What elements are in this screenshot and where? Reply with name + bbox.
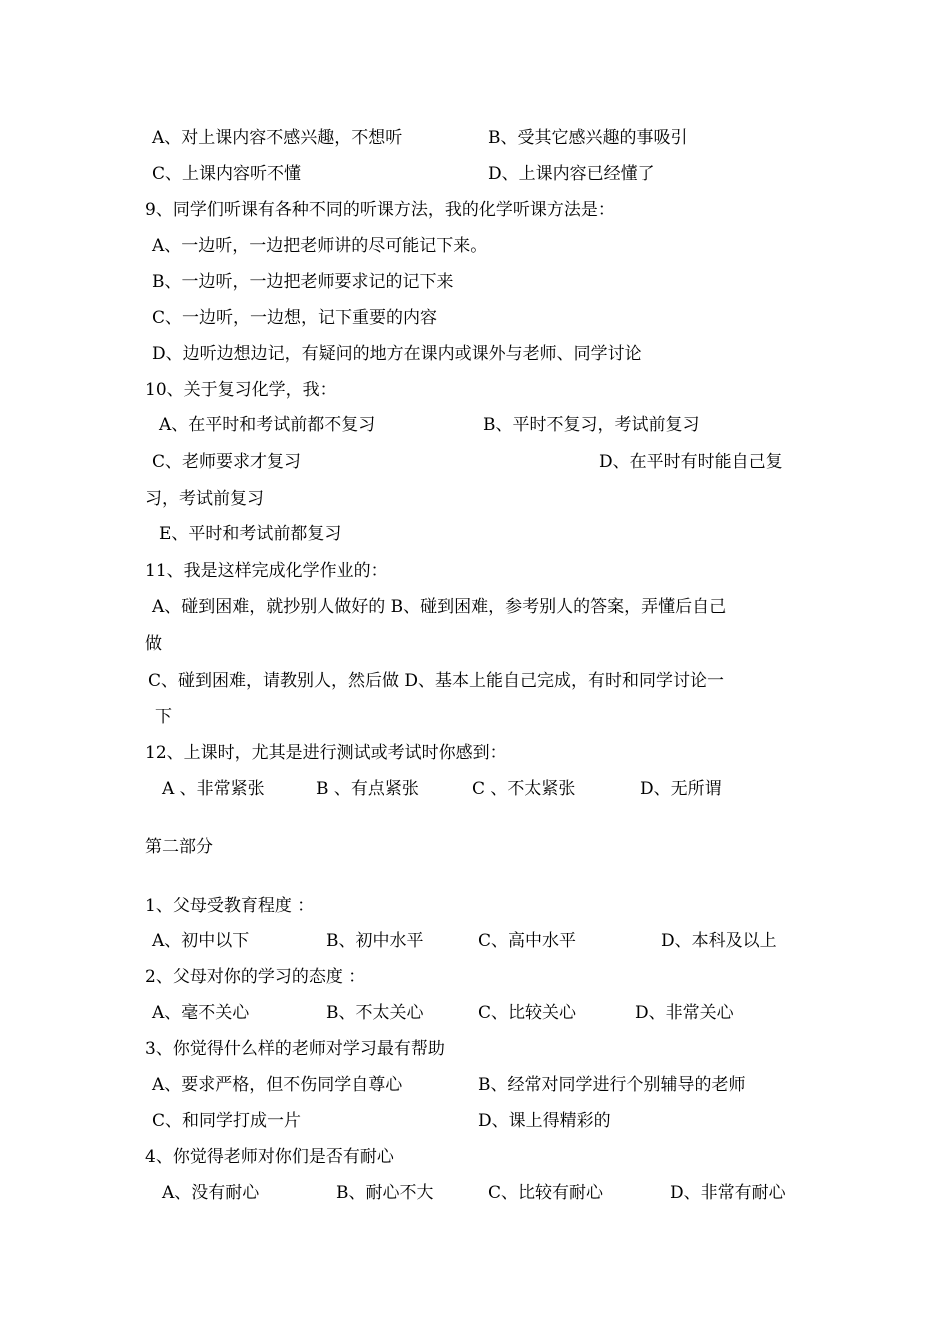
q10-option-a: A、在平时和考试前都不复习 (159, 415, 376, 435)
q8-option-b: B、受其它感兴趣的事吸引 (488, 128, 688, 148)
q8-option-c: C、上课内容听不懂 (152, 164, 302, 184)
p2-q1-option-b: B、初中水平 (326, 931, 424, 951)
q12-option-b: B 、有点紧张 (316, 779, 419, 799)
p2-q2-question: 2、父母对你的学习的态度 ： (145, 967, 366, 987)
q12-option-a: A 、非常紧张 (162, 779, 265, 799)
p2-q4-option-d: D、非常有耐心 (670, 1183, 786, 1203)
section-heading-part2: 第二部分 (145, 837, 213, 857)
q8-option-a: A、对上课内容不感兴趣，不想听 (152, 128, 403, 148)
p2-q2-option-a: A、毫不关心 (152, 1003, 250, 1023)
p2-q2-option-d: D、非常关心 (635, 1003, 734, 1023)
p2-q2-option-c: C、比较关心 (478, 1003, 577, 1023)
p2-q1-option-d: D、本科及以上 (661, 931, 777, 951)
q10-question: 10、关于复习化学，我： (145, 380, 337, 400)
p2-q1-option-c: C、高中水平 (478, 931, 577, 951)
p2-q1-question: 1、父母受教育程度 ： (145, 896, 315, 916)
q9-option-d: D、边听边想边记，有疑问的地方在课内或课外与老师、同学讨论 (152, 344, 642, 364)
q9-option-b: B、一边听，一边把老师要求记的记下来 (152, 272, 454, 292)
p2-q3-option-b: B、经常对同学进行个别辅导的老师 (478, 1075, 746, 1095)
q11-options-cd-line1: C、碰到困难，请教别人，然后做 D、基本上能自己完成，有时和同学讨论一 (148, 671, 725, 691)
q10-option-d-line1: D、在平时有时能自己复 (599, 452, 783, 472)
q11-options-cd-line2: 下 (155, 707, 172, 727)
p2-q3-option-a: A、要求严格，但不伤同学自尊心 (152, 1075, 403, 1095)
q9-option-c: C、一边听，一边想，记下重要的内容 (152, 308, 438, 328)
q11-options-ab-line2: 做 (145, 634, 162, 654)
p2-q1-option-a: A、初中以下 (152, 931, 250, 951)
p2-q2-option-b: B、不太关心 (326, 1003, 424, 1023)
q10-option-e: E、平时和考试前都复习 (159, 524, 342, 544)
q9-option-a: A、一边听，一边把老师讲的尽可能记下来。 (152, 236, 488, 256)
q12-option-c: C 、不太紧张 (472, 779, 576, 799)
q12-question: 12、上课时，尤其是进行测试或考试时你感到： (145, 743, 507, 763)
p2-q4-option-a: A、没有耐心 (162, 1183, 260, 1203)
p2-q3-option-d: D、课上得精彩的 (478, 1111, 611, 1131)
p2-q4-question: 4、你觉得老师对你们是否有耐心 (145, 1147, 394, 1167)
p2-q3-question: 3、你觉得什么样的老师对学习最有帮助 (145, 1039, 445, 1059)
p2-q4-option-b: B、耐心不大 (336, 1183, 434, 1203)
p2-q3-option-c: C、和同学打成一片 (152, 1111, 302, 1131)
q9-question: 9、同学们听课有各种不同的听课方法，我的化学听课方法是： (145, 200, 615, 220)
q10-option-c: C、老师要求才复习 (152, 452, 302, 472)
q11-options-ab-line1: A、碰到困难，就抄别人做好的 B、碰到困难，参考别人的答案，弄懂后自己 (152, 597, 727, 617)
q10-option-d-line2: 习，考试前复习 (145, 489, 264, 509)
q12-option-d: D、无所谓 (640, 779, 722, 799)
q11-question: 11、我是这样完成化学作业的： (145, 561, 388, 581)
q8-option-d: D、上课内容已经懂了 (488, 164, 655, 184)
p2-q4-option-c: C、比较有耐心 (488, 1183, 604, 1203)
q10-option-b: B、平时不复习，考试前复习 (483, 415, 700, 435)
